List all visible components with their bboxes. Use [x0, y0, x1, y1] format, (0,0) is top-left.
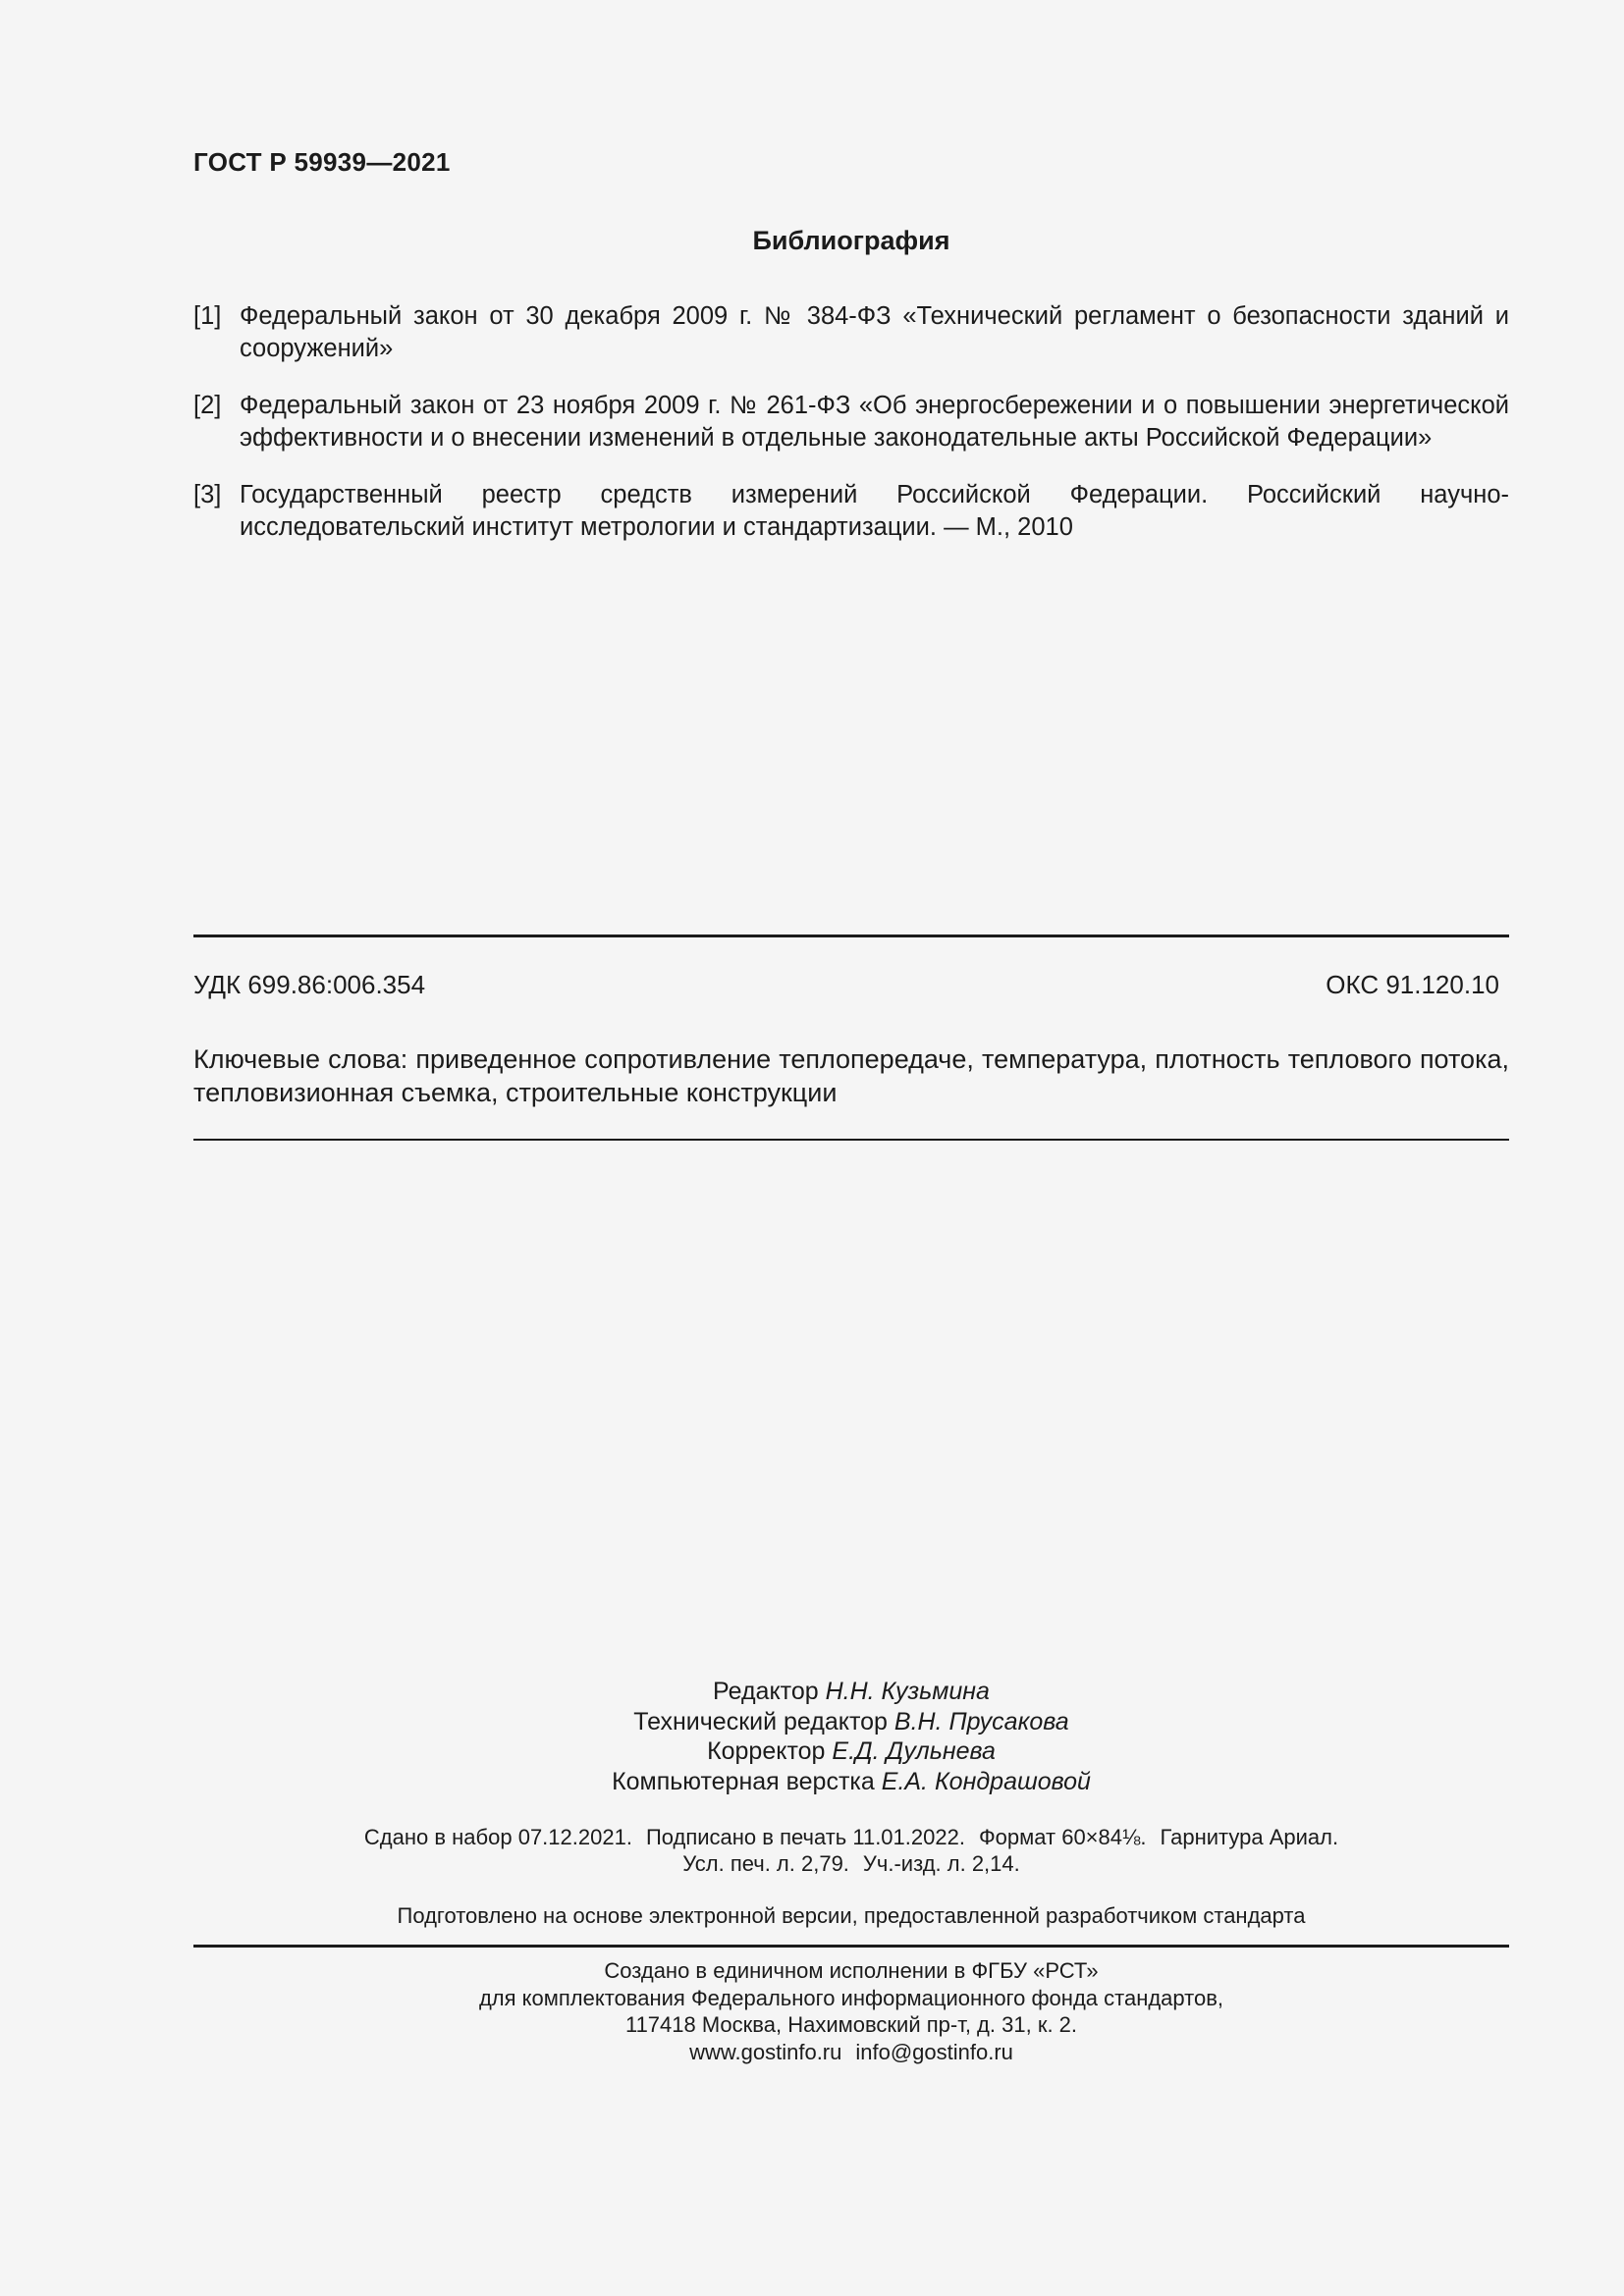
- bibliography-item: [193, 390, 1509, 454]
- tech-editor-line: [0, 1707, 1624, 1737]
- layout-line: [0, 1767, 1624, 1797]
- editor-name: Н.Н. Кузьмина: [825, 1678, 990, 1705]
- layout-role: Компьютерная верстка: [612, 1767, 875, 1795]
- credits-block: [0, 1677, 1624, 1796]
- editor-line: [0, 1677, 1624, 1707]
- paper-format: Формат 60×84⅛.: [978, 1825, 1147, 1849]
- tech-editor-role: Технический редактор: [633, 1707, 888, 1735]
- prepared-note: Подготовлено на основе электронной версии, предоставленной разработчиком стандарта: [397, 1903, 1306, 1928]
- keywords: Ключевые слова: приведенное сопротивление теплопередаче, температура, плотность теплового потока, тепловизионная съемка, строительные конструкции: [193, 1044, 1509, 1107]
- bibliography-title: Библиография: [752, 226, 950, 255]
- tech-editor-name: В.Н. Прусакова: [893, 1707, 1069, 1735]
- publication-line-1: [0, 1824, 1624, 1850]
- layout-name: Е.А. Кондрашовой: [881, 1767, 1091, 1795]
- oks-code: ОКС 91.120.10: [1326, 970, 1499, 999]
- publication-sheets: Уч.-изд. л. 2,14.: [862, 1851, 1020, 1876]
- reference-number: [2]: [193, 392, 222, 419]
- print-sheets: Усл. печ. л. 2,79.: [682, 1851, 849, 1876]
- reference-text: Государственный реестр средств измерений Российской Федерации. Российский научно-исследовательский институт метрологии и стандартизации. — М., 2010: [240, 481, 1509, 541]
- footer-contacts: [0, 2039, 1624, 2066]
- sent-date: Сдано в набор 07.12.2021.: [363, 1825, 632, 1849]
- publisher-footer: [0, 1957, 1624, 2065]
- udk-code: УДК 699.86:006.354: [193, 970, 426, 999]
- bibliography-item: [193, 479, 1509, 544]
- corrector-line: [0, 1736, 1624, 1767]
- footer-line-1: Создано в единичном исполнении в ФГБУ «РСТ»: [604, 1958, 1099, 1983]
- corrector-name: Е.Д. Дульнева: [832, 1737, 996, 1765]
- document-code: ГОСТ Р 59939—2021: [193, 147, 451, 177]
- publication-info: [0, 1824, 1624, 1877]
- reference-number: [3]: [193, 481, 222, 508]
- bibliography-list: [193, 300, 1509, 568]
- footer-divider: [193, 1945, 1509, 1948]
- publication-line-2: [0, 1850, 1624, 1877]
- bibliography-item: [193, 300, 1509, 365]
- reference-number: [1]: [193, 302, 222, 330]
- typeface: Гарнитура Ариал.: [1160, 1825, 1339, 1849]
- reference-text: Федеральный закон от 30 декабря 2009 г. № 384-ФЗ «Технический регламент о безопасности зданий и сооружений»: [240, 302, 1509, 362]
- keywords-divider: [193, 1139, 1509, 1141]
- top-divider: [193, 934, 1509, 937]
- reference-text: Федеральный закон от 23 ноября 2009 г. № 261-ФЗ «Об энергосбережении и о повышении энергетической эффективности и о внесении изменений в отдельные законодательные акты Российской Федерации»: [240, 392, 1509, 452]
- signed-date: Подписано в печать 11.01.2022.: [645, 1825, 965, 1849]
- editor-role: Редактор: [713, 1678, 819, 1705]
- footer-line-3: 117418 Москва, Нахимовский пр-т, д. 31, к. 2.: [624, 2012, 1078, 2037]
- website-link[interactable]: www.gostinfo.ru: [689, 2039, 842, 2064]
- footer-line-2: для комплектования Федерального информационного фонда стандартов,: [478, 1985, 1224, 2010]
- corrector-role: Корректор: [707, 1737, 826, 1765]
- email-link[interactable]: info@gostinfo.ru: [855, 2039, 1013, 2064]
